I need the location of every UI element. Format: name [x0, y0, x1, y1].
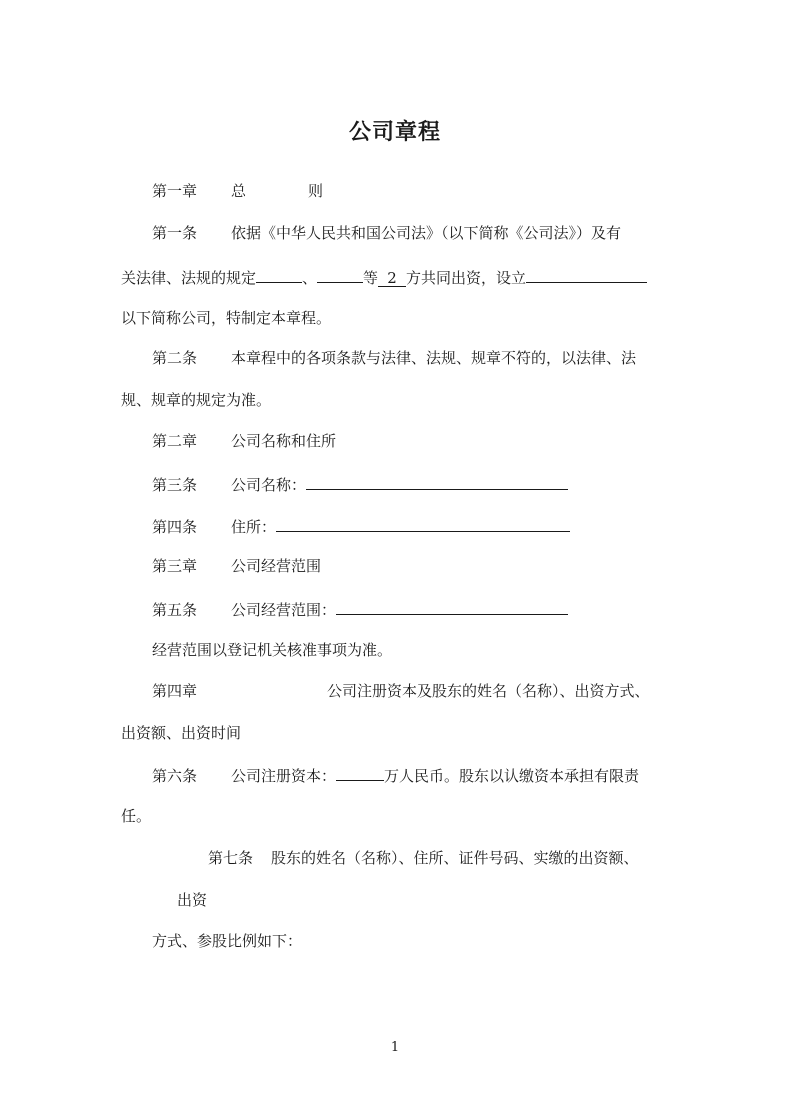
article-text: 股东的姓名（名称）、住所、证件号码、实缴的出资额、 [271, 849, 639, 867]
blank-party-1[interactable] [256, 266, 302, 283]
article-label: 第五条 [152, 601, 198, 619]
article-label: 第一条 [152, 224, 198, 242]
article-text: 公司经营范围： [231, 601, 337, 619]
article-5 [152, 598, 568, 620]
blank-party-2[interactable] [317, 266, 363, 283]
chapter-title: 公司注册资本及股东的姓名（名称）、出资方式、 [327, 682, 650, 700]
company-name-field[interactable] [306, 473, 568, 490]
article-text: 依据《中华人民共和国公司法》（以下简称《公司法》）及有 [231, 224, 622, 242]
party-count-field[interactable]: 2 [378, 270, 406, 287]
address-field[interactable] [276, 515, 570, 532]
article-1-line-2 [121, 266, 647, 288]
article-label: 第六条 [152, 767, 198, 785]
chapter-4-heading-line-2: 出资额、出资时间 [121, 724, 242, 742]
article-1-line-3: 以下简称公司，特制定本章程。 [121, 309, 332, 327]
chapter-label: 第四章 [152, 682, 198, 700]
article-text: 关法律、法规的规定 [121, 269, 257, 287]
chapter-label: 第一章 [152, 182, 198, 200]
article-label: 第三条 [152, 476, 198, 494]
article-text: 万人民币。股东以认缴资本承担有限责 [384, 767, 640, 785]
blank-company-name[interactable] [526, 266, 647, 283]
chapter-label: 第三章 [152, 557, 198, 575]
chapter-title-part: 总 [231, 182, 247, 200]
article-text: 公司名称： [231, 476, 307, 494]
article-7-line-3: 方式、参股比例如下： [152, 932, 303, 950]
article-3 [152, 473, 568, 495]
registered-capital-field[interactable] [336, 764, 384, 781]
article-text: 等 [363, 269, 379, 287]
article-7-line-2: 出资 [177, 891, 208, 909]
article-7-line-1 [208, 848, 639, 868]
chapter-2-heading [152, 431, 336, 451]
article-6-line-1 [152, 764, 639, 786]
article-label: 第二条 [152, 349, 198, 367]
chapter-4-heading [152, 681, 650, 701]
article-6-line-2: 任。 [121, 807, 152, 825]
chapter-1-heading [152, 181, 323, 201]
chapter-label: 第二章 [152, 432, 198, 450]
chapter-title: 公司名称和住所 [231, 432, 337, 450]
article-1-line-1 [152, 223, 621, 243]
article-text: 方共同出资，设立 [406, 269, 527, 287]
article-text: 公司注册资本： [231, 767, 337, 785]
business-scope-note: 经营范围以登记机关核准事项为准。 [152, 641, 393, 659]
article-4 [152, 515, 570, 537]
document-title: 公司章程 [348, 119, 441, 145]
article-label: 第七条 [208, 849, 254, 867]
article-text: 住所： [231, 518, 277, 536]
chapter-title: 公司经营范围 [231, 557, 322, 575]
chapter-title-part: 则 [308, 182, 324, 200]
business-scope-field[interactable] [336, 598, 568, 615]
article-2-line-1 [152, 348, 636, 368]
article-label: 第四条 [152, 518, 198, 536]
chapter-3-heading [152, 556, 321, 576]
separator-text: 、 [302, 269, 318, 287]
article-2-line-2: 规、规章的规定为准。 [121, 391, 272, 409]
page-number: 1 [390, 1040, 400, 1055]
article-text: 本章程中的各项条款与法律、法规、规章不符的，以法律、法 [231, 349, 637, 367]
